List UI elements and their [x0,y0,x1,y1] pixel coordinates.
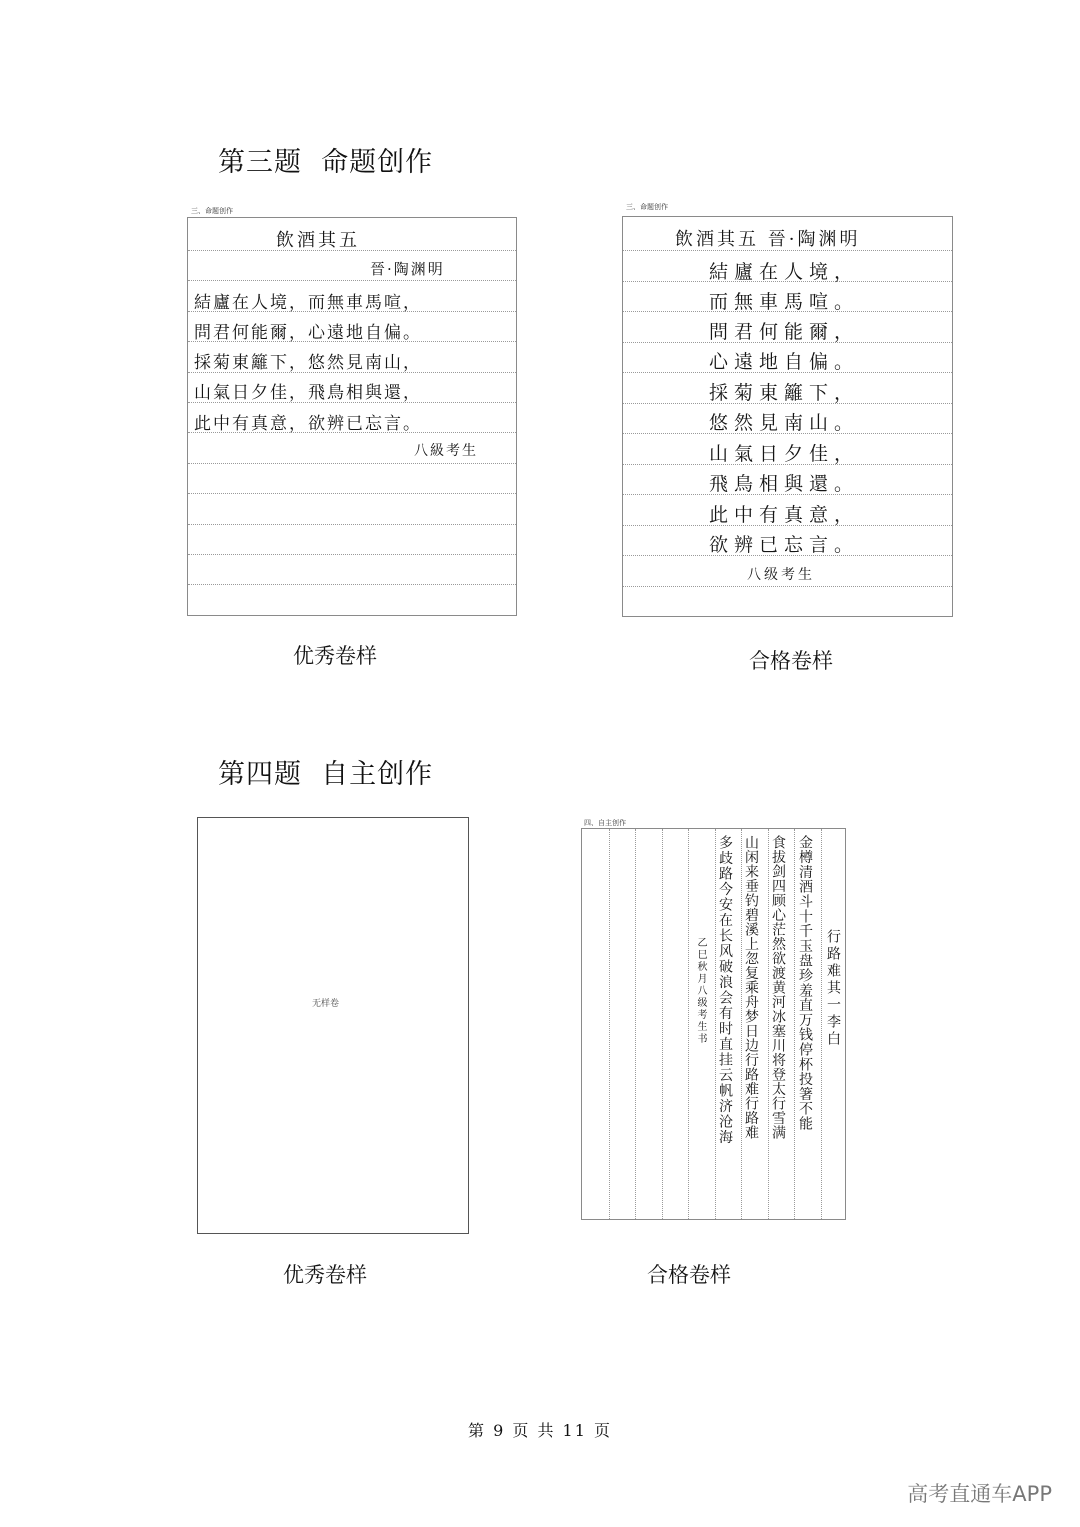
poem-line: 結廬在人境，而無車馬喧， [194,293,422,313]
caption-s4-excellent: 优秀卷样 [283,1263,367,1287]
caption-s3-qualified: 合格卷样 [749,649,833,673]
poem-line: 山氣日夕佳， [709,443,860,465]
sheet-s4-qualified [581,818,846,1220]
poem-line: 採菊東籬下， [709,382,860,404]
column-rule [688,829,689,1219]
column-rule [662,829,663,1219]
page-footer: 第 9 页 共 11 页 [468,1421,612,1440]
poem-line: 問君何能爾，心遠地自偏。 [194,323,422,343]
sheet-label: 四、自主创作 [584,819,626,827]
poem-author: 晉·陶渊明 [370,260,445,278]
poem-line: 結廬在人境， [709,261,860,283]
poem-line: 問君何能爾， [709,321,860,343]
ruled-line [188,280,516,281]
column-rule [635,829,636,1219]
poem-line: 心遠地自偏。 [709,351,860,373]
poem-line: 欲辨已忘言。 [709,534,860,556]
signature-column: 乙巳秋月八级考生书 [695,937,706,1045]
poem-title: 飲酒其五 [276,230,360,251]
column-sheet [581,828,846,1220]
sheet-label: 三、命题创作 [191,207,233,215]
ruled-line [188,584,516,585]
poem-column: 金樽清酒斗十千玉盘珍羞直万钱停杯投箸不能 [797,835,813,1131]
section4-title: 第四题 自主创作 [218,759,434,790]
signature: 八级考生 [747,567,815,583]
caption-s3-excellent: 优秀卷样 [293,644,377,668]
watermark: 高考直通车APP [907,1482,1052,1506]
poem-line: 山氣日夕佳，飛鳥相與還， [194,383,422,403]
poem-line: 悠然見南山。 [709,412,860,434]
poem-line: 飛鳥相與還。 [709,473,860,495]
sheet-label: 三、命题创作 [626,203,668,211]
column-rule [609,829,610,1219]
signature: 八級考生 [414,443,478,459]
column-rule [821,829,822,1219]
poem-column: 山闲来垂钓碧溪上忽复乘舟梦日边行路难行路难 [743,835,759,1140]
sheet-s4-excellent [197,817,469,1234]
ruled-sheet [622,216,953,617]
poem-title-author: 飲酒其五 晉·陶渊明 [675,229,861,250]
poem-line: 採菊東籬下，悠然見南山， [194,353,422,373]
ruled-line [623,586,952,587]
ruled-line [188,463,516,464]
sheet-s3-excellent [187,206,517,616]
poem-line: 此中有真意， [709,504,860,526]
poem-column: 行路难其一李白 [825,929,841,1048]
poem-column: 多歧路今安在长风破浪会有时直挂云帆济沧海 [717,835,733,1145]
no-sample-placeholder: 无样卷 [312,999,340,1009]
section3-title: 第三题 命题创作 [218,147,434,178]
ruled-sheet [187,217,517,616]
ruled-line [188,554,516,555]
ruled-line [188,524,516,525]
caption-s4-qualified: 合格卷样 [647,1263,731,1287]
poem-line: 而無車馬喧。 [709,291,860,313]
sheet-s3-qualified [622,202,953,617]
poem-column: 食拔剑四顾心茫然欲渡黄河冰塞川将登太行雪满 [770,835,786,1140]
poem-line: 此中有真意，欲辨已忘言。 [194,414,422,434]
ruled-line [188,493,516,494]
